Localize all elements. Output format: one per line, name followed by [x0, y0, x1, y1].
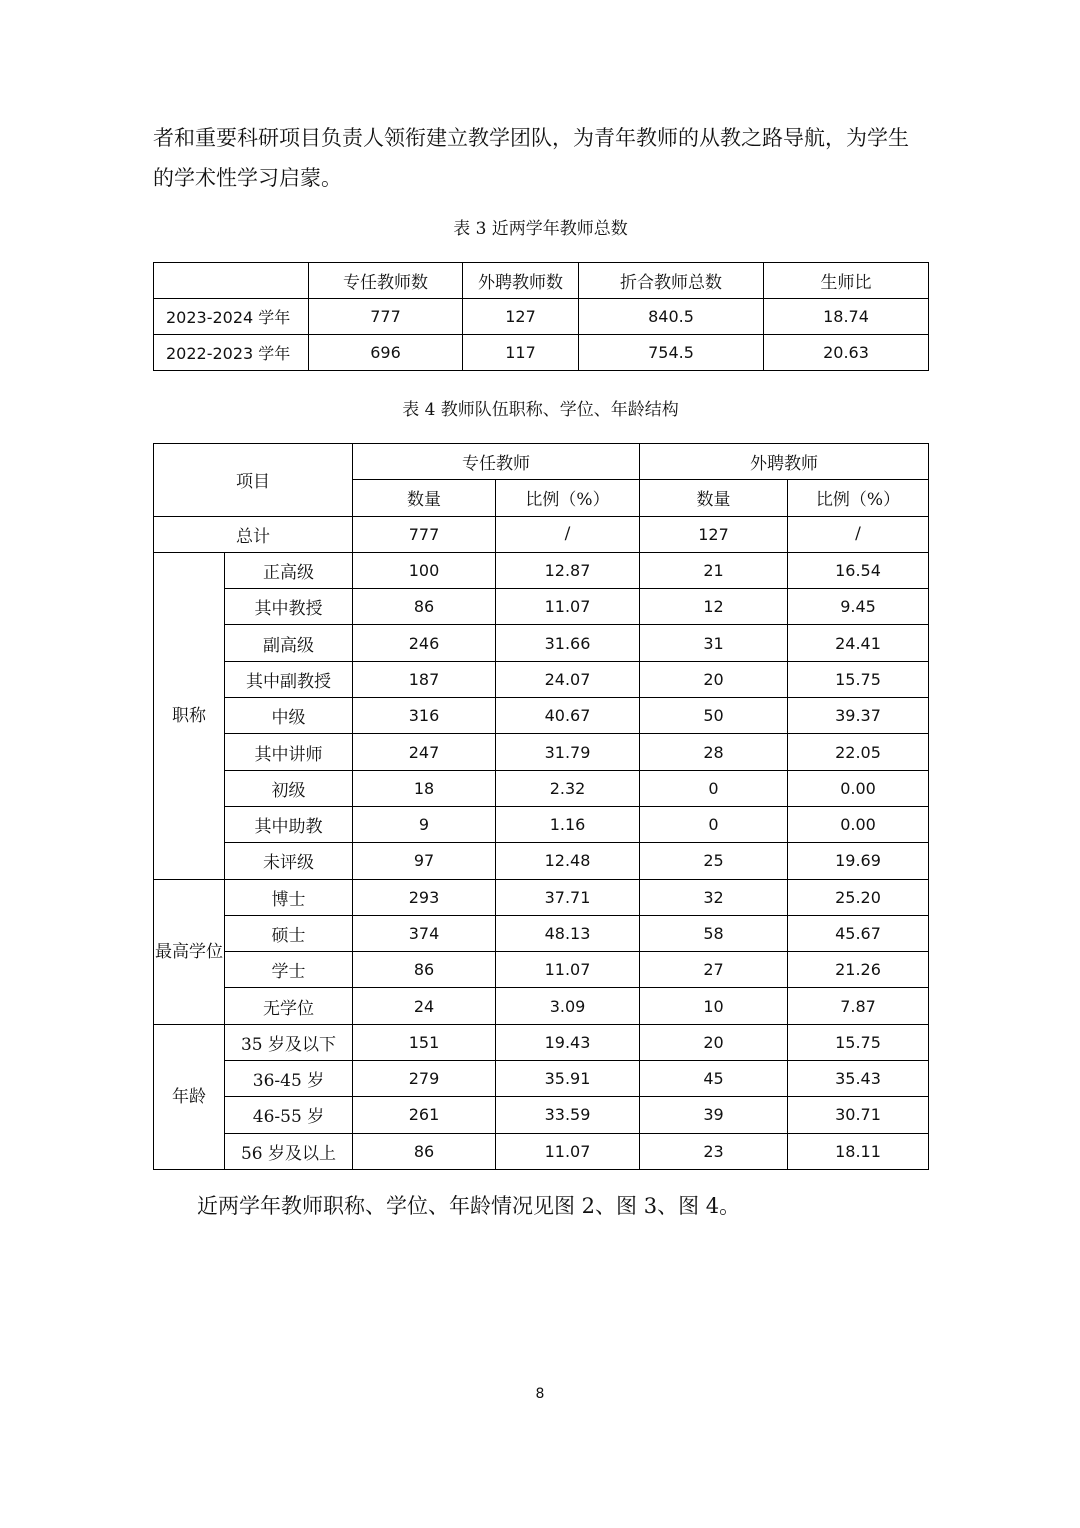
row-label: 博士: [225, 879, 353, 915]
external-count-header: 数量: [640, 480, 788, 516]
ratio-cell: 18.74: [764, 299, 929, 335]
table4-row: [154, 915, 929, 951]
external-count-cell: 27: [640, 952, 788, 988]
external-percent-cell: 35.43: [788, 1061, 929, 1097]
external-cell: 117: [463, 335, 579, 371]
fulltime-percent-cell: 2.32: [496, 770, 640, 806]
external-count-cell: 21: [640, 552, 788, 588]
table3-header-cell: [154, 263, 309, 299]
fulltime-count-cell: 316: [353, 698, 496, 734]
external-percent-cell: 15.75: [788, 661, 929, 697]
external-percent-cell: 0.00: [788, 806, 929, 842]
row-label: 其中教授: [225, 589, 353, 625]
table3-caption: 表 3 近两学年教师总数: [453, 219, 628, 239]
table3-row: [154, 299, 929, 335]
fulltime-percent-cell: 33.59: [496, 1097, 640, 1133]
table4-row: [154, 552, 929, 588]
table4-row: [154, 952, 929, 988]
external-count-cell: 50: [640, 698, 788, 734]
teacher-structure-table: [153, 443, 929, 1170]
external-percent-cell: 18.11: [788, 1133, 929, 1169]
fulltime-percent-header: 比例（%）: [496, 480, 640, 516]
external-percent-cell: 19.69: [788, 843, 929, 879]
table3-header-cell: 生师比: [764, 263, 929, 299]
table4-row: [154, 625, 929, 661]
table3-header-cell: 专任教师数: [309, 263, 463, 299]
table4-row: [154, 698, 929, 734]
table3-header-cell: 外聘教师数: [463, 263, 579, 299]
table4-row: [154, 734, 929, 770]
total-label: 总计: [154, 516, 353, 552]
fulltime-count-cell: 246: [353, 625, 496, 661]
teacher-totals-table: [153, 262, 929, 371]
row-label: 其中讲师: [225, 734, 353, 770]
total-cell: 754.5: [579, 335, 764, 371]
external-count-cell: 0: [640, 770, 788, 806]
row-label: 中级: [225, 698, 353, 734]
fulltime-percent-cell: 12.48: [496, 843, 640, 879]
row-label: 其中助教: [225, 806, 353, 842]
fulltime-percent-cell: 12.87: [496, 552, 640, 588]
group-label: 职称: [154, 552, 225, 879]
fulltime-count-cell: 247: [353, 734, 496, 770]
table4-row: [154, 589, 929, 625]
table3-header-row: [154, 263, 929, 299]
fulltime-percent-cell: 35.91: [496, 1061, 640, 1097]
external-percent-cell: 30.71: [788, 1097, 929, 1133]
row-label: 无学位: [225, 988, 353, 1024]
row-label: 46-55 岁: [225, 1097, 353, 1133]
external-percent-cell: 16.54: [788, 552, 929, 588]
external-count-cell: 45: [640, 1061, 788, 1097]
fulltime-count-cell: 187: [353, 661, 496, 697]
table4-row: [154, 770, 929, 806]
fulltime-percent-cell: 19.43: [496, 1024, 640, 1060]
row-label: 副高级: [225, 625, 353, 661]
fulltime-percent-cell: 31.66: [496, 625, 640, 661]
fulltime-count-cell: 293: [353, 879, 496, 915]
row-label: 硕士: [225, 915, 353, 951]
external-count-cell: 39: [640, 1097, 788, 1133]
table4-row: [154, 806, 929, 842]
external-percent-header: 比例（%）: [788, 480, 929, 516]
external-percent-cell: 7.87: [788, 988, 929, 1024]
external-count-cell: 0: [640, 806, 788, 842]
external-count-cell: 58: [640, 915, 788, 951]
table4-row: [154, 1024, 929, 1060]
row-label: 正高级: [225, 552, 353, 588]
fulltime-count-cell: 374: [353, 915, 496, 951]
fulltime-percent-cell: 11.07: [496, 952, 640, 988]
external-percent-cell: 24.41: [788, 625, 929, 661]
row-label: 未评级: [225, 843, 353, 879]
external-percent-cell: 15.75: [788, 1024, 929, 1060]
fulltime-count-cell: 279: [353, 1061, 496, 1097]
year-cell: 2023-2024 学年: [154, 299, 309, 335]
fulltime-percent-cell: 1.16: [496, 806, 640, 842]
row-label: 初级: [225, 770, 353, 806]
group-label: 年龄: [154, 1024, 225, 1169]
external-count-cell: 12: [640, 589, 788, 625]
page-number: 8: [535, 1386, 545, 1402]
intro-paragraph: 者和重要科研项目负责人领衔建立教学团队，为青年教师的从教之路导航，为学生的学术性学习启蒙。: [153, 126, 909, 190]
external-percent-cell: 22.05: [788, 734, 929, 770]
fulltime-percent-cell: 3.09: [496, 988, 640, 1024]
total-row: [154, 516, 929, 552]
table3-row: [154, 335, 929, 371]
external-count-cell: 25: [640, 843, 788, 879]
external-count-cell: 10: [640, 988, 788, 1024]
fulltime-percent-cell: /: [496, 516, 640, 552]
fulltime-percent-cell: 24.07: [496, 661, 640, 697]
fulltime-cell: 696: [309, 335, 463, 371]
external-percent-cell: /: [788, 516, 929, 552]
fulltime-percent-cell: 37.71: [496, 879, 640, 915]
fulltime-count-cell: 86: [353, 1133, 496, 1169]
external-count-cell: 20: [640, 661, 788, 697]
external-count-cell: 127: [640, 516, 788, 552]
table4-row: [154, 988, 929, 1024]
external-count-cell: 31: [640, 625, 788, 661]
row-label: 56 岁及以上: [225, 1133, 353, 1169]
fulltime-count-cell: 777: [353, 516, 496, 552]
item-header: 项目: [154, 444, 353, 517]
fulltime-count-cell: 151: [353, 1024, 496, 1060]
fulltime-count-cell: 86: [353, 952, 496, 988]
external-cell: 127: [463, 299, 579, 335]
table4-row: [154, 1061, 929, 1097]
closing-paragraph: 近两学年教师职称、学位、年龄情况见图 2、图 3、图 4。: [197, 1194, 741, 1218]
fulltime-percent-cell: 48.13: [496, 915, 640, 951]
table4-row: [154, 661, 929, 697]
table4-caption: 表 4 教师队伍职称、学位、年龄结构: [402, 400, 679, 420]
row-label: 其中副教授: [225, 661, 353, 697]
external-percent-cell: 21.26: [788, 952, 929, 988]
fulltime-header: 专任教师: [353, 444, 640, 480]
row-label: 36-45 岁: [225, 1061, 353, 1097]
fulltime-percent-cell: 31.79: [496, 734, 640, 770]
year-cell: 2022-2023 学年: [154, 335, 309, 371]
external-percent-cell: 25.20: [788, 879, 929, 915]
group-label: 最高学位: [154, 879, 225, 1024]
fulltime-count-cell: 9: [353, 806, 496, 842]
external-count-cell: 32: [640, 879, 788, 915]
fulltime-count-header: 数量: [353, 480, 496, 516]
external-header: 外聘教师: [640, 444, 929, 480]
external-percent-cell: 9.45: [788, 589, 929, 625]
fulltime-percent-cell: 40.67: [496, 698, 640, 734]
fulltime-count-cell: 97: [353, 843, 496, 879]
table3-header-cell: 折合教师总数: [579, 263, 764, 299]
fulltime-count-cell: 100: [353, 552, 496, 588]
row-label: 学士: [225, 952, 353, 988]
table4-row: [154, 1133, 929, 1169]
external-count-cell: 23: [640, 1133, 788, 1169]
fulltime-cell: 777: [309, 299, 463, 335]
table4-row: [154, 1097, 929, 1133]
fulltime-count-cell: 261: [353, 1097, 496, 1133]
fulltime-count-cell: 86: [353, 589, 496, 625]
ratio-cell: 20.63: [764, 335, 929, 371]
row-label: 35 岁及以下: [225, 1024, 353, 1060]
external-percent-cell: 0.00: [788, 770, 929, 806]
external-percent-cell: 45.67: [788, 915, 929, 951]
fulltime-percent-cell: 11.07: [496, 589, 640, 625]
fulltime-percent-cell: 11.07: [496, 1133, 640, 1169]
total-cell: 840.5: [579, 299, 764, 335]
external-count-cell: 20: [640, 1024, 788, 1060]
external-percent-cell: 39.37: [788, 698, 929, 734]
fulltime-count-cell: 18: [353, 770, 496, 806]
table4-header-row: [154, 444, 929, 480]
table4-row: [154, 843, 929, 879]
table4-row: [154, 879, 929, 915]
fulltime-count-cell: 24: [353, 988, 496, 1024]
external-count-cell: 28: [640, 734, 788, 770]
